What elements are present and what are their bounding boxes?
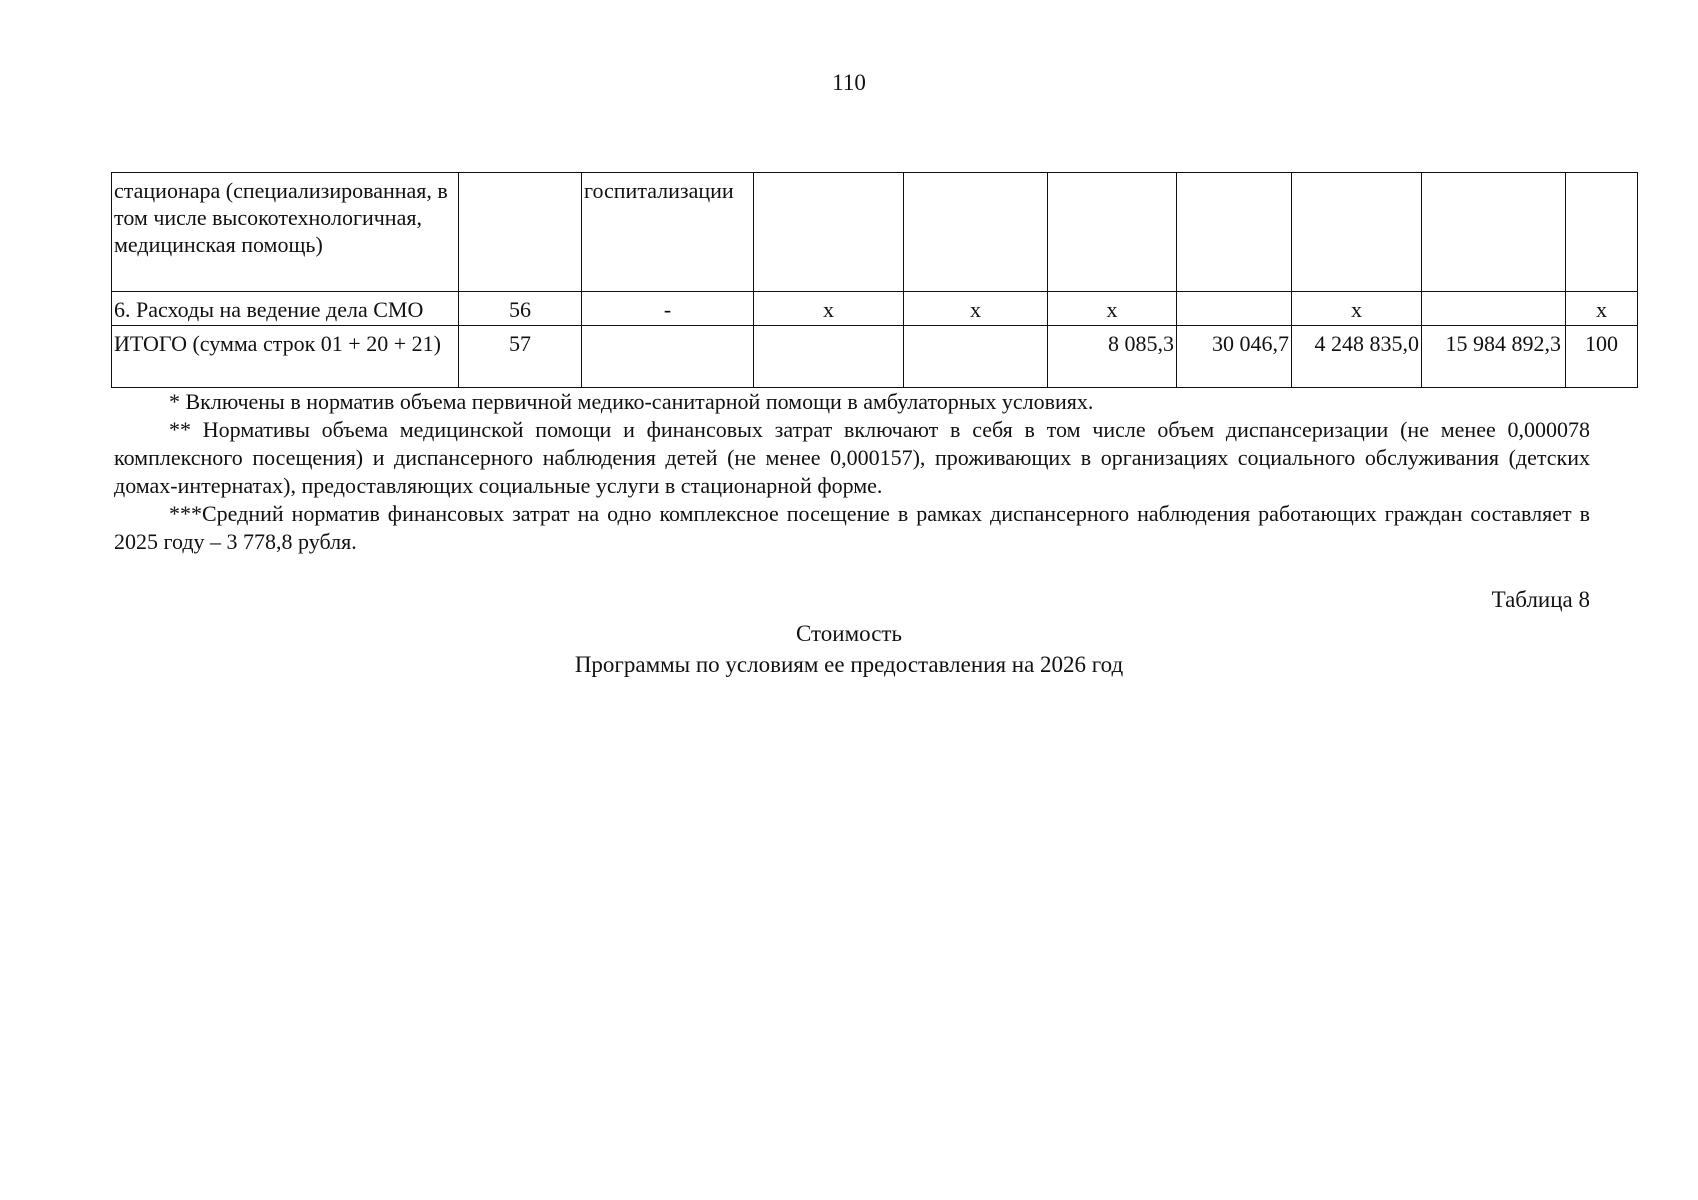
table-title <box>0 618 1698 680</box>
table-cell: 8 085,3 <box>1048 326 1177 388</box>
table-cell <box>754 326 904 388</box>
table-cell: 56 <box>459 292 582 326</box>
table-cell: 100 <box>1566 326 1638 388</box>
table-cell <box>754 173 904 292</box>
footnotes <box>114 388 1590 556</box>
data-table <box>111 172 1638 388</box>
table-cell: 15 984 892,3 <box>1422 326 1566 388</box>
table-cell <box>459 173 582 292</box>
table-cell: - <box>582 292 754 326</box>
table-cell <box>1048 173 1177 292</box>
table-cell: 57 <box>459 326 582 388</box>
table-cell <box>1566 173 1638 292</box>
table-cell <box>1422 292 1566 326</box>
footnote: ***Средний норматив финансовых затрат на одно комплексное посещение в рамках диспансерного наблюдения работающих граждан составляет в 2025 году – 3 778,8 рубля. <box>114 501 1590 554</box>
table-cell: 6. Расходы на ведение дела СМО <box>112 292 459 326</box>
table-cell: х <box>754 292 904 326</box>
table-cell <box>1177 292 1292 326</box>
table-cell: стационара (специализированная, в том числе высокотехнологичная, медицинская помощь) <box>112 173 459 292</box>
table-cell: 30 046,7 <box>1177 326 1292 388</box>
table-cell <box>1292 173 1422 292</box>
table-cell: госпитализации <box>582 173 754 292</box>
table-cell: х <box>1566 292 1638 326</box>
table-cell <box>904 326 1048 388</box>
table-title-line: Стоимость <box>796 621 902 646</box>
table-label: Таблица 8 <box>1491 587 1590 612</box>
table-row <box>112 326 1638 388</box>
table-cell <box>582 326 754 388</box>
table-cell <box>1422 173 1566 292</box>
page-number: 110 <box>832 70 866 95</box>
footnote: * Включены в норматив объема первичной медико-санитарной помощи в амбулаторных условиях. <box>169 389 1094 414</box>
table-cell <box>904 173 1048 292</box>
table-cell: х <box>1048 292 1177 326</box>
table-title-line: Программы по условиям ее предоставления на 2026 год <box>574 652 1124 677</box>
table-cell: х <box>904 292 1048 326</box>
table-cell: ИТОГО (сумма строк 01 + 20 + 21) <box>112 326 459 388</box>
footnote: ** Нормативы объема медицинской помощи и финансовых затрат включают в себя в том числе объем диспансеризации (не менее 0,000078 комплексного посещения) и диспансерного наблюдения детей (не менее 0,000157), проживающих в организациях социального обслуживания (детских домах-интернатах), предоставляющих социальные услуги в стационарной форме. <box>114 417 1590 498</box>
table-row <box>112 173 1638 292</box>
table-cell <box>1177 173 1292 292</box>
table-cell: х <box>1292 292 1422 326</box>
table-row <box>112 292 1638 326</box>
table-cell: 4 248 835,0 <box>1292 326 1422 388</box>
